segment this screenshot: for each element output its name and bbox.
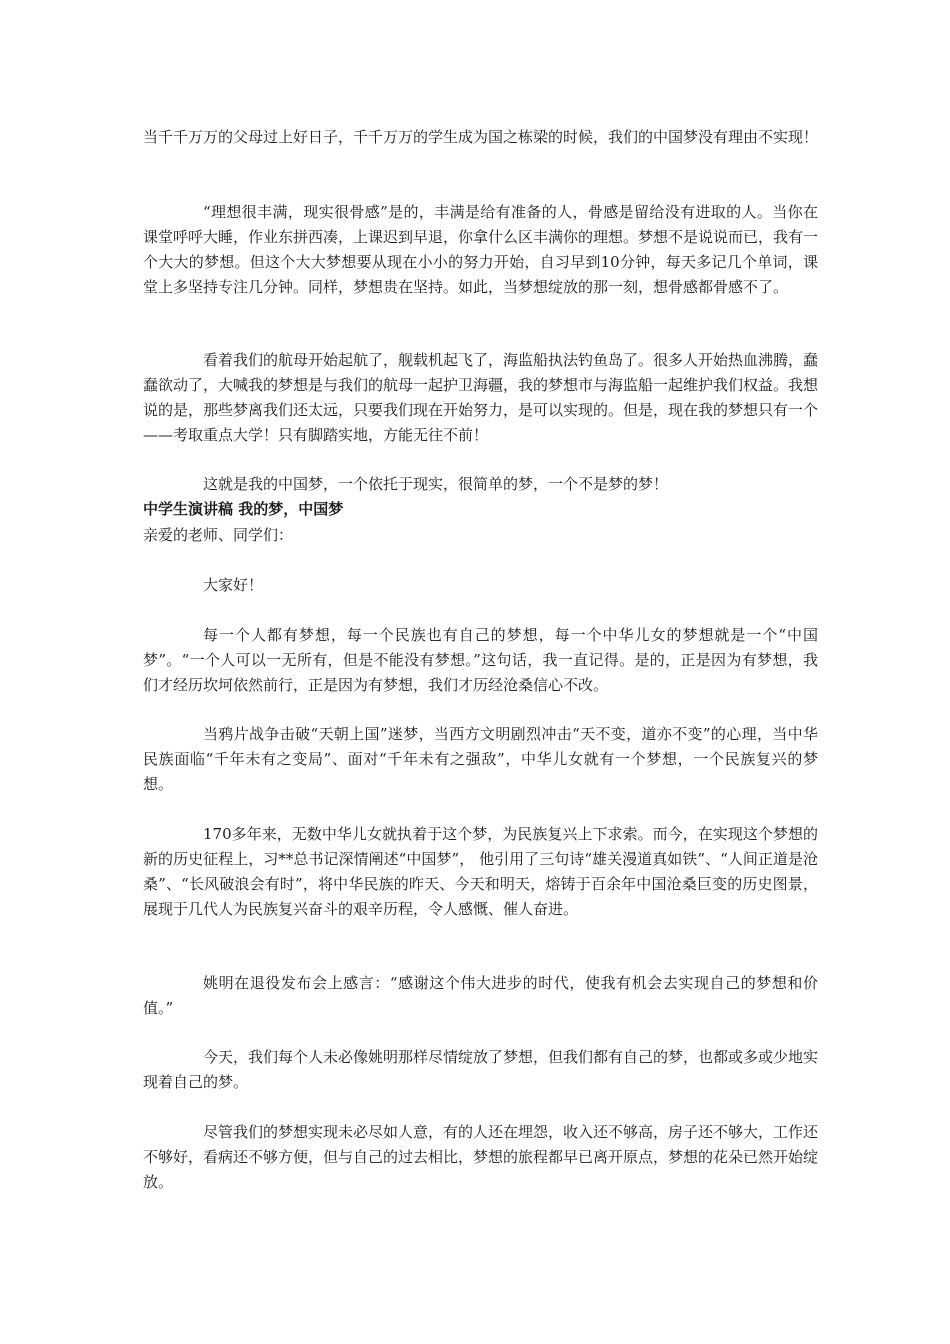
salutation: 亲爱的老师、同学们：: [143, 526, 294, 544]
speech-title: 中学生演讲稿 我的梦，中国梦: [143, 500, 344, 518]
paragraph-yao-ming: 姚明在退役发布会上感言：“感谢这个伟大进步的时代，使我有机会去实现自己的梦想和价值。”: [143, 974, 818, 1017]
paragraph-aircraft-carrier: 看着我们的航母开始起航了，舰载机起飞了，海监船执法钓鱼岛了。很多人开始热血沸腾，蠢蠢欲动了，大喊我的梦想是与我们的航母一起护卫海疆，我的梦想市与海监船一起维护我们权益。我想说的是，那些梦离我们还太远，只要我们现在开始努力，是可以实现的。但是，现在我的梦想只有一个——考取重点大学！只有脚踏实地，方能无往不前！: [143, 351, 819, 444]
paragraph-ideal-reality: “理想很丰满，现实很骨感”是的，丰满是给有准备的人，骨感是留给没有进取的人。当你在课堂呼呼大睡，作业东拼西凑，上课迟到早退，你拿什么区丰满你的理想。梦想不是说说而已，我有一个大大的梦想。但这个大大梦想要从现在小小的努力开始，自习早到10分钟，每天多记几个单词，课堂上多坚持专注几分钟。同样，梦想贵在坚持。如此，当梦想绽放的那一刻，想骨感都骨感不了。: [143, 203, 819, 296]
paragraph-today: 今天，我们每个人未必像姚明那样尽情绽放了梦想，但我们都有自己的梦，也都或多或少地实现着自己的梦。: [143, 1048, 819, 1091]
paragraph-opium-war: 当鸦片战争击破“天朝上国”迷梦，当西方文明剧烈冲击“天不变，道亦不变”的心理，当中华民族面临“千年未有之变局”、面对“千年未有之强敌”，中华儿女就有一个梦想，一个民族复兴的梦想。: [143, 725, 818, 793]
paragraph-although: 尽管我们的梦想实现未必尽如人意，有的人还在埋怨，收入还不够高，房子还不够大，工作还不够好，看病还不够方便，但与自己的过去相比，梦想的旅程都早已离开原点，梦想的花朵已然开始绽放。: [143, 1123, 819, 1191]
greeting: 大家好！: [203, 576, 264, 594]
paragraph-170-years: 170多年来，无数中华儿女就执着于这个梦，为民族复兴上下求索。而今，在实现这个梦想的新的历史征程上，习**总书记深情阐述“中国梦”， 他引用了三句诗“雄关漫道真如铁”、“人间正道是沧桑”、“长风破浪会有时”，将中华民族的昨天、今天和明天，熔铸于百余年中国沧桑巨变的历史图景，展现于几代人为民族复兴奋斗的艰辛历程，令人感慨、催人奋进。: [143, 825, 818, 918]
paragraph-closing-intro: 当千千万万的父母过上好日子，千千万万的学生成为国之栋梁的时候，我们的中国梦没有理由不实现！: [143, 128, 819, 146]
paragraph-everyone-has-dream: 每一个人都有梦想，每一个民族也有自己的梦想，每一个中华儿女的梦想就是一个“中国梦”。“一个人可以一无所有，但是不能没有梦想。”这句话，我一直记得。是的，正是因为有梦想，我们才经历坎坷依然前行，正是因为有梦想，我们才历经沧桑信心不改。: [143, 626, 818, 694]
paragraph-my-china-dream: 这就是我的中国梦，一个依托于现实，很简单的梦，一个不是梦的梦！: [203, 475, 669, 493]
